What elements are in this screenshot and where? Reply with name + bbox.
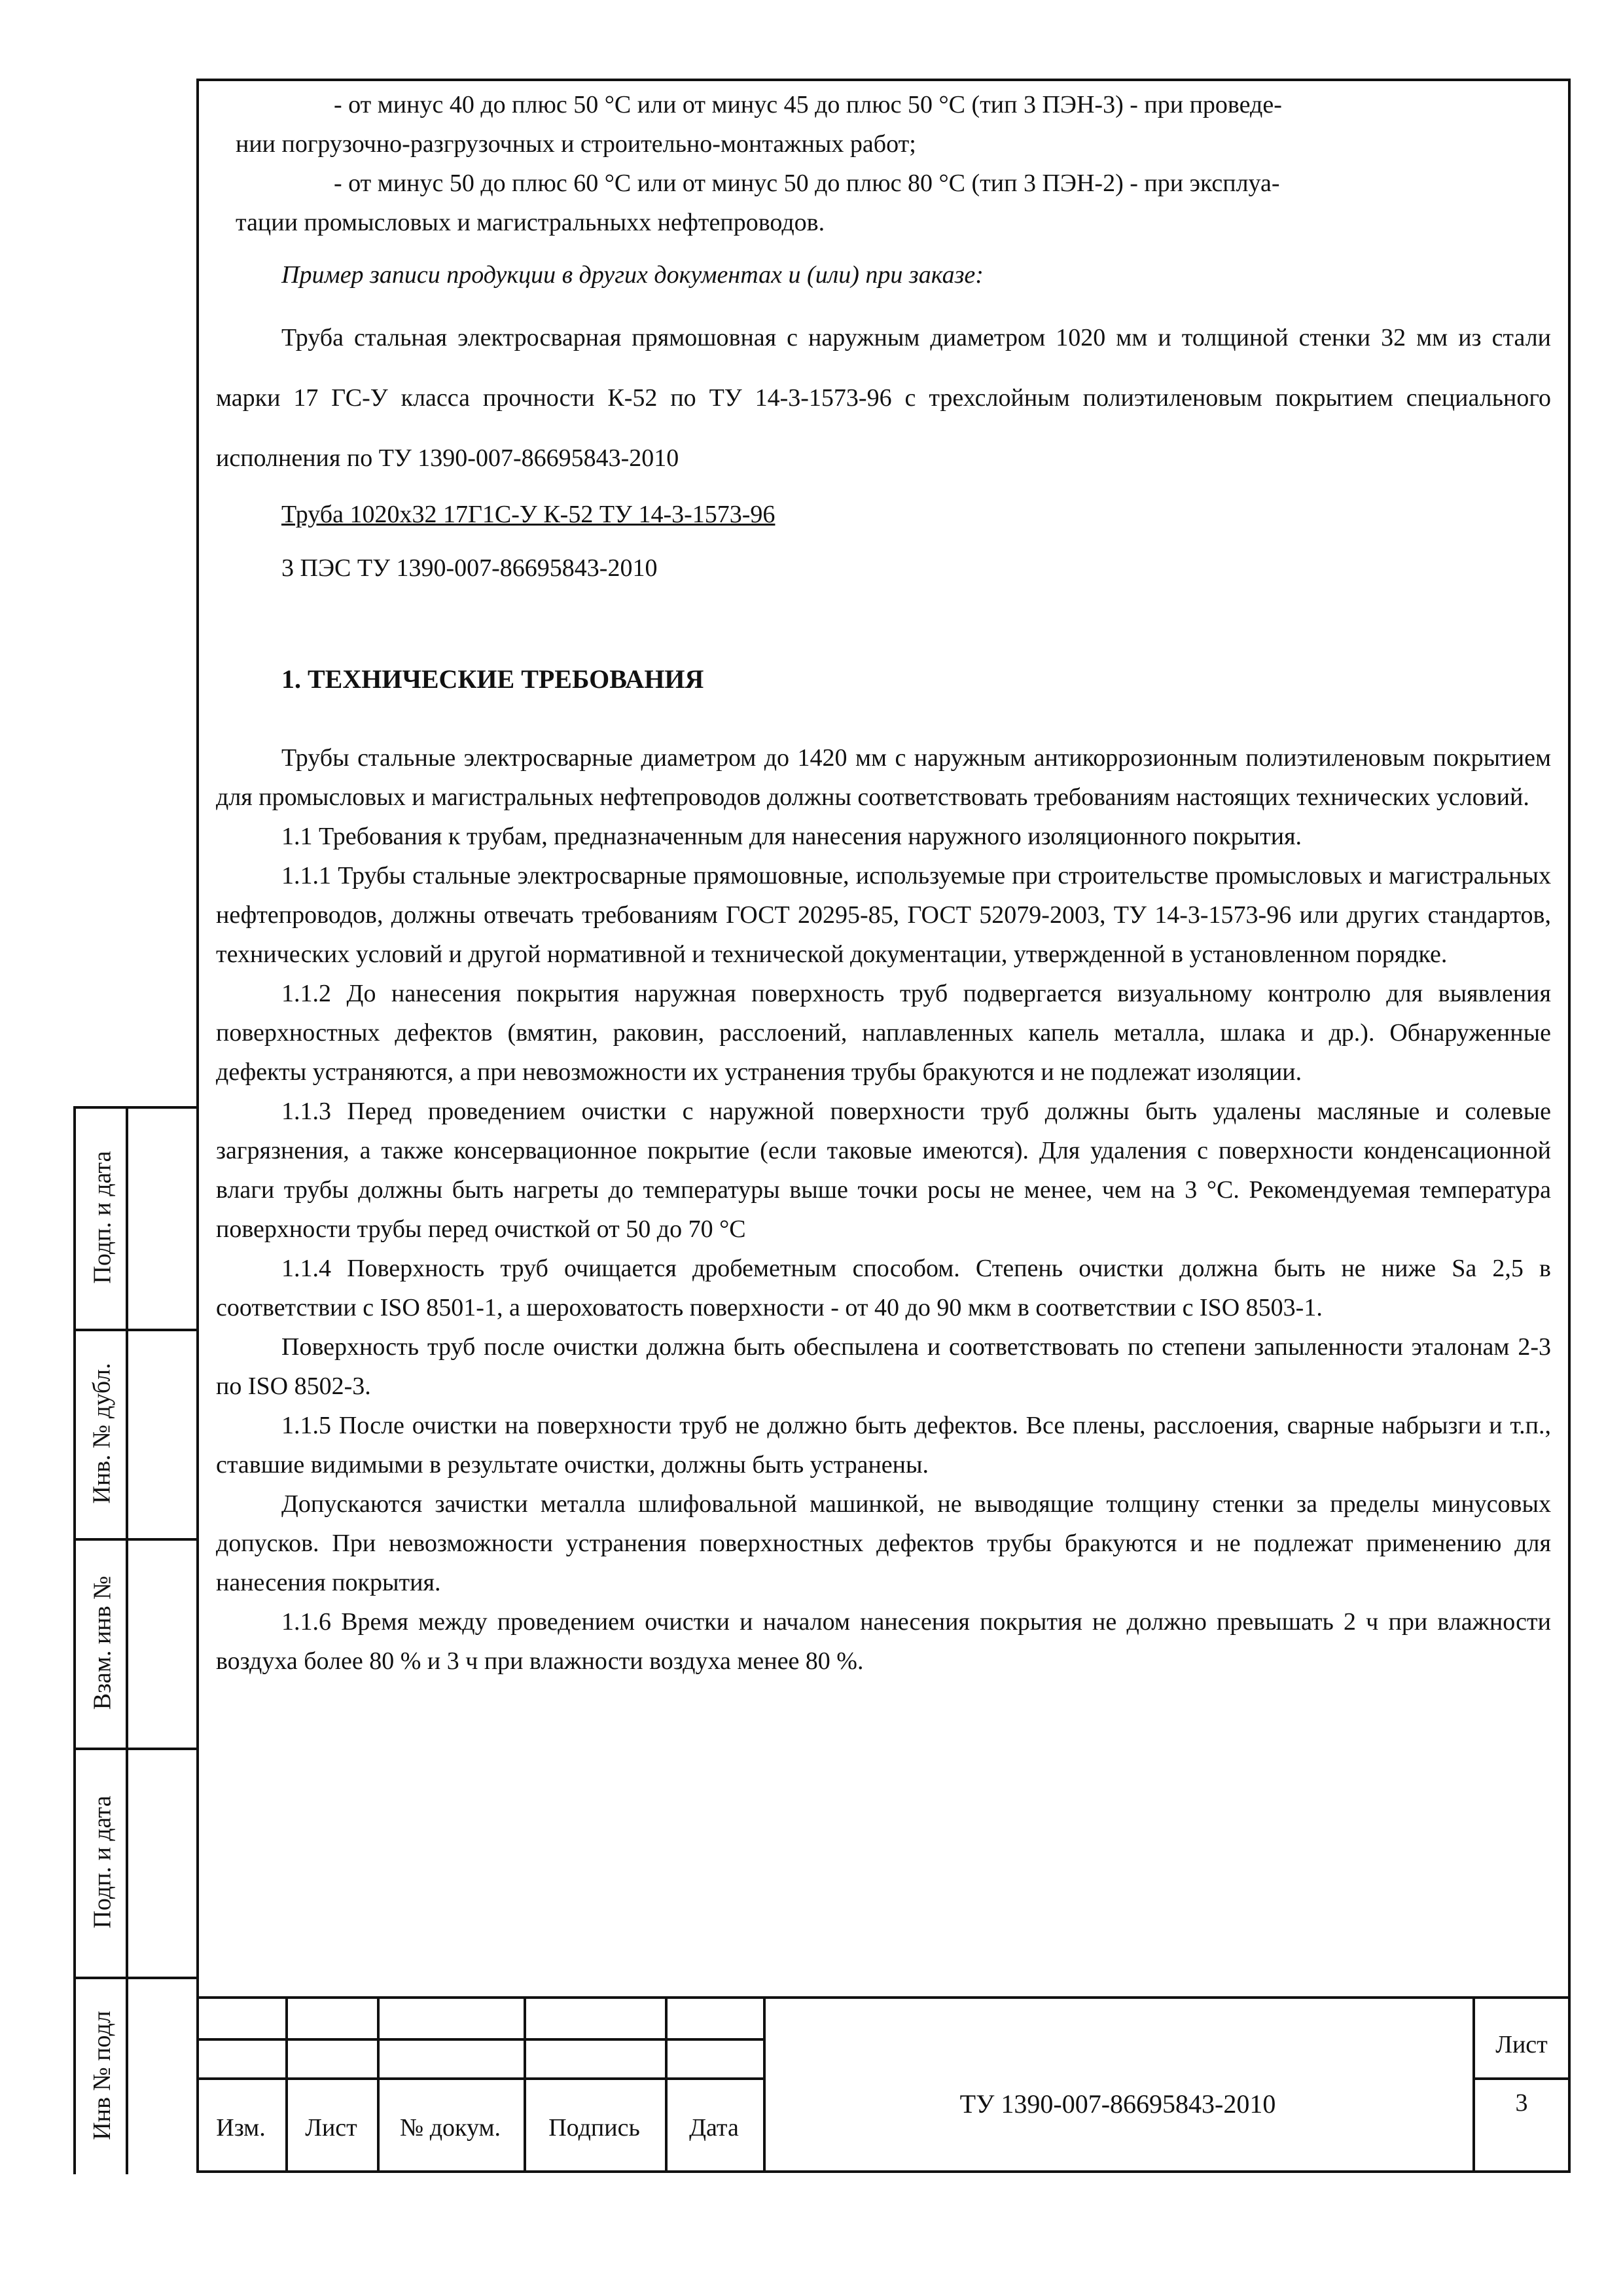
document-body — [216, 85, 1551, 1681]
paragraph-1-1-4: 1.1.4 Поверхность труб очищается дробеметным способом. Степень очистки должна быть не ниже Sa 2,5 в соответствии с ISO 8501-1, а шероховатость поверхности - от 40 до 90 мкм в соответствии с ISO 8503-1. — [216, 1255, 1551, 1321]
document-designation: ТУ 1390-007-86695843-2010 — [959, 2089, 1276, 2119]
list-item-temp-1-cont: нии погрузочно-разгрузочных и строительно-монтажных работ; — [236, 130, 916, 158]
side-stamp — [73, 1106, 196, 2174]
paragraph-intro: Трубы стальные электросварные диаметром до 1420 мм с наружным антикоррозионным полиэтиленовым покрытием для промысловых и магистральных нефтепроводов должны соответствовать требованиям настоящих технических условий. — [216, 744, 1551, 811]
side-label-podp-data-1: Подп. и дата — [88, 1151, 116, 1284]
pipe-mark: Труба 1020x32 17Г1С-У К-52 ТУ 14-3-1573-96 — [281, 501, 776, 528]
side-label-inv-podl: Инв № подл — [88, 2011, 116, 2140]
title-izm: Изм. — [216, 2114, 266, 2142]
side-stamp-cell — [76, 1748, 128, 1977]
list-item-temp-2: - от минус 50 до плюс 60 °С или от минус 50 до плюс 80 °С (тип 3 ПЭН-2) - при эксплуа- — [334, 170, 1280, 197]
side-stamp-cell — [76, 1977, 128, 2174]
pipe-description: Труба стальная электросварная прямошовная с наружным диаметром 1020 мм и толщиной стенки 32 мм из стали марки 17 ГС-У класса прочности К-52 по ТУ 14-3-1573-96 с трехслойным полиэтиленовым покрытием специального исполнения по ТУ 1390-007-86695843-2010 — [216, 324, 1551, 472]
list-item-temp-2-cont: тации промысловых и магистральныхх нефтепроводов. — [236, 209, 825, 236]
side-label-vzam-inv: Взам. инв № — [88, 1575, 116, 1710]
title-block-line — [196, 2038, 763, 2041]
title-data: Дата — [689, 2114, 739, 2142]
title-block — [196, 1996, 1571, 2173]
sheet-label: Лист — [1495, 2031, 1548, 2058]
example-caption: Пример записи продукции в других документах и (или) при заказе: — [281, 261, 984, 289]
side-stamp-cell — [76, 1538, 128, 1748]
list-item-temp-1: - от минус 40 до плюс 50 °С или от минус 45 до плюс 50 °С (тип 3 ПЭН-3) - при проведе- — [334, 91, 1282, 118]
title-doc-no: № докум. — [399, 2114, 501, 2142]
side-stamp-cell — [76, 1329, 128, 1538]
side-label-inv-dubl: Инв. № дубл. — [88, 1363, 116, 1504]
coating-mark: 3 ПЭС ТУ 1390-007-86695843-2010 — [281, 554, 658, 582]
paragraph-1-1-2: 1.1.2 До нанесения покрытия наружная поверхность труб подвергается визуальному контролю для выявления поверхностных дефектов (вмятин, раковин, расслоений, наплавленных капель металла, шлака и др.). Обнаруженные дефекты устраняются, а при невозможности их устранения трубы бракуются и не подлежат изоляции. — [216, 980, 1551, 1086]
paragraph-1-1: 1.1 Требования к трубам, предназначенным для нанесения наружного изоляционного покрытия. — [281, 823, 1302, 850]
pipe-mark-line — [216, 495, 1551, 534]
title-podpis: Подпись — [548, 2114, 640, 2142]
title-list: Лист — [305, 2114, 357, 2142]
paragraph-1-1-5: 1.1.5 После очистки на поверхности труб не должно быть дефектов. Все плены, расслоения, сварные набрызги и т.п., ставшие видимыми в результате очистки, должны быть устранены. — [216, 1412, 1551, 1479]
paragraph-1-1-1: 1.1.1 Трубы стальные электросварные прямошовные, используемые при строительстве промысловых и магистральных нефтепроводов, должны отвечать требованиям ГОСТ 20295-85, ГОСТ 52079-2003, ТУ 14-3-1573-96 или других стандартов, технических условий и другой нормативной и технической документации, утвержденной в установленном порядке. — [216, 862, 1551, 968]
side-stamp-cell — [76, 1106, 128, 1329]
sheet-number: 3 — [1515, 2089, 1528, 2117]
paragraph-1-1-3: 1.1.3 Перед проведением очистки с наружной поверхности труб должны быть удалены масляные и солевые загрязнения, а также консервационное покрытие (если таковые имеются). Для удаления с поверхности конденсационной влаги трубы должны быть нагреты до температуры выше точки росы не менее, чем на 3 °С. Рекомендуемая температура поверхности трубы перед очисткой от 50 до 70 °С — [216, 1098, 1551, 1243]
paragraph-1-1-6: 1.1.6 Время между проведением очистки и началом нанесения покрытия не должно превышать 2 ч при влажности воздуха более 80 % и 3 ч при влажности воздуха менее 80 %. — [216, 1608, 1551, 1675]
paragraph-dust: Поверхность труб после очистки должна быть обеспылена и соответствовать по степени запыленности эталонам 2-3 по ISO 8502-3. — [216, 1333, 1551, 1400]
paragraph-allow: Допускаются зачистки металла шлифовальной машинкой, не выводящие толщину стенки за пределы минусовых допусков. При невозможности устранения поверхностных дефектов трубы бракуются и не подлежат применению для нанесения покрытия. — [216, 1490, 1551, 1596]
side-label-podp-data-2: Подп. и дата — [88, 1795, 116, 1929]
section-heading: 1. ТЕХНИЧЕСКИЕ ТРЕБОВАНИЯ — [281, 664, 704, 694]
